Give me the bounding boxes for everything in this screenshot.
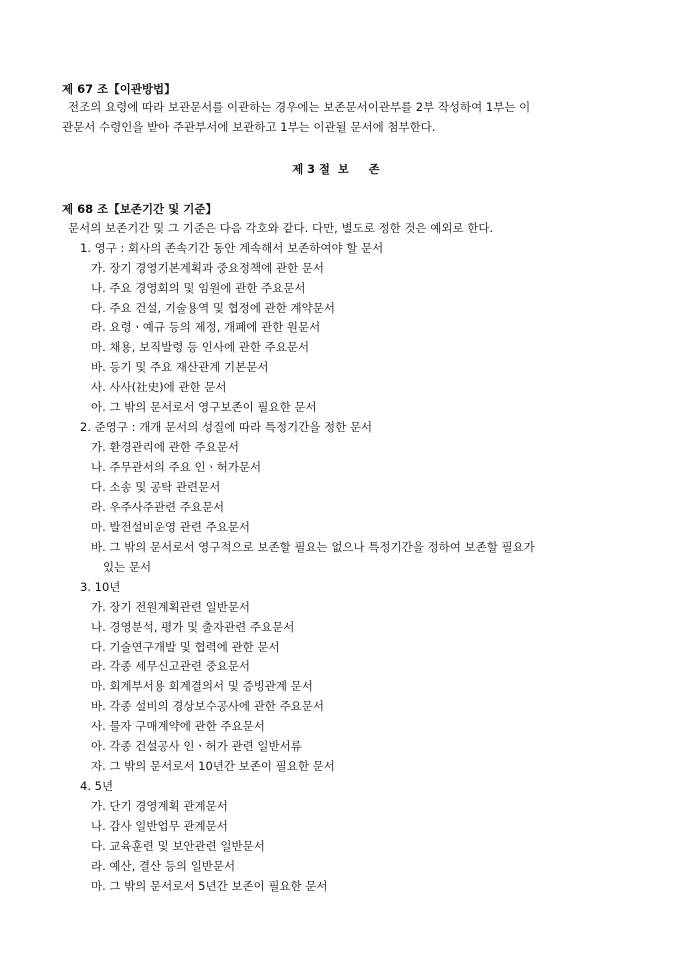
- list-item: 바. 각종 설비의 경상보수공사에 관한 주요문서: [91, 699, 325, 713]
- list-item: 바. 그 밖의 문서로서 영구적으로 보존할 필요는 없으나 특정기간을 정하여 보존할 필요가: [91, 540, 535, 554]
- article-68-intro: 문서의 보존기간 및 그 기준은 다음 각호와 같다. 다만, 별도로 정한 것은 예외로 한다.: [68, 221, 494, 235]
- list-item: 사. 사사(社史)에 관한 문서: [91, 380, 227, 394]
- list-item: 마. 회계부서용 회계결의서 및 증빙관계 문서: [91, 679, 313, 693]
- article-68-heading: 제 68 조【보존기간 및 기준】: [62, 202, 217, 216]
- list-item-continuation: 있는 문서: [103, 560, 152, 574]
- list-item: 다. 주요 건설, 기술용역 및 협정에 관한 계약문서: [91, 301, 335, 315]
- list-item: 나. 감사 일반업무 관계문서: [91, 819, 228, 833]
- article-67-body-line: 관문서 수령인을 받아 주관부서에 보관하고 1부는 이관될 문서에 첨부한다.: [62, 120, 436, 134]
- list-item: 다. 소송 및 공탁 관련문서: [91, 480, 221, 494]
- list-item: 마. 그 밖의 문서로서 5년간 보존이 필요한 문서: [91, 879, 328, 893]
- list-item: 마. 채용, 보직발령 등 인사에 관한 주요문서: [91, 340, 310, 354]
- list-item: 사. 물자 구매계약에 관한 주요문서: [91, 719, 265, 733]
- list-item: 아. 각종 건설공사 인ㆍ허가 관련 일반서류: [91, 739, 302, 753]
- list-item: 바. 등기 및 주요 재산관계 기본문서: [91, 360, 269, 374]
- group-title: 3. 10년: [80, 580, 121, 594]
- list-item: 다. 기술연구개발 및 협력에 관한 문서: [91, 640, 280, 654]
- list-item: 나. 주요 경영회의 및 임원에 관한 주요문서: [91, 281, 306, 295]
- group-title: 2. 준영구 : 개개 문서의 성질에 따라 특정기간을 정한 문서: [80, 420, 373, 434]
- list-item: 가. 환경관리에 관한 주요문서: [91, 440, 239, 454]
- section-title: 제 3 절 보 존: [292, 162, 380, 176]
- list-item: 라. 예산, 결산 등의 일반문서: [91, 859, 236, 873]
- list-item: 가. 장기 전원계획관련 일반문서: [91, 600, 251, 614]
- list-item: 라. 우주사주관련 주요문서: [91, 500, 225, 514]
- article-67-body-line: 전조의 요령에 따라 보관문서를 이관하는 경우에는 보존문서이관부를 2부 작성하여 1부는 이: [68, 100, 531, 114]
- list-item: 나. 주무관서의 주요 인ㆍ허가문서: [91, 460, 262, 474]
- list-item: 마. 발전설비운영 관련 주요문서: [91, 520, 251, 534]
- list-item: 라. 요령ㆍ예규 등의 제정, 개폐에 관한 원문서: [91, 320, 321, 334]
- list-item: 라. 각종 세무신고관련 중요문서: [91, 659, 251, 673]
- group-title: 1. 영구 : 회사의 존속기간 동안 계속해서 보존하여야 할 문서: [80, 241, 384, 255]
- list-item: 가. 단기 경영계획 관계문서: [91, 799, 228, 813]
- article-67-heading: 제 67 조【이관방법】: [62, 82, 176, 96]
- list-item: 나. 경영분석, 평가 및 출자관련 주요문서: [91, 620, 295, 634]
- list-item: 자. 그 밖의 문서로서 10년간 보존이 필요한 문서: [91, 759, 335, 773]
- list-item: 가. 장기 경영기본계획과 중요정책에 관한 문서: [91, 261, 325, 275]
- list-item: 아. 그 밖의 문서로서 영구보존이 필요한 문서: [91, 400, 317, 414]
- group-title: 4. 5년: [80, 779, 114, 793]
- list-item: 다. 교육훈련 및 보안관련 일반문서: [91, 839, 265, 853]
